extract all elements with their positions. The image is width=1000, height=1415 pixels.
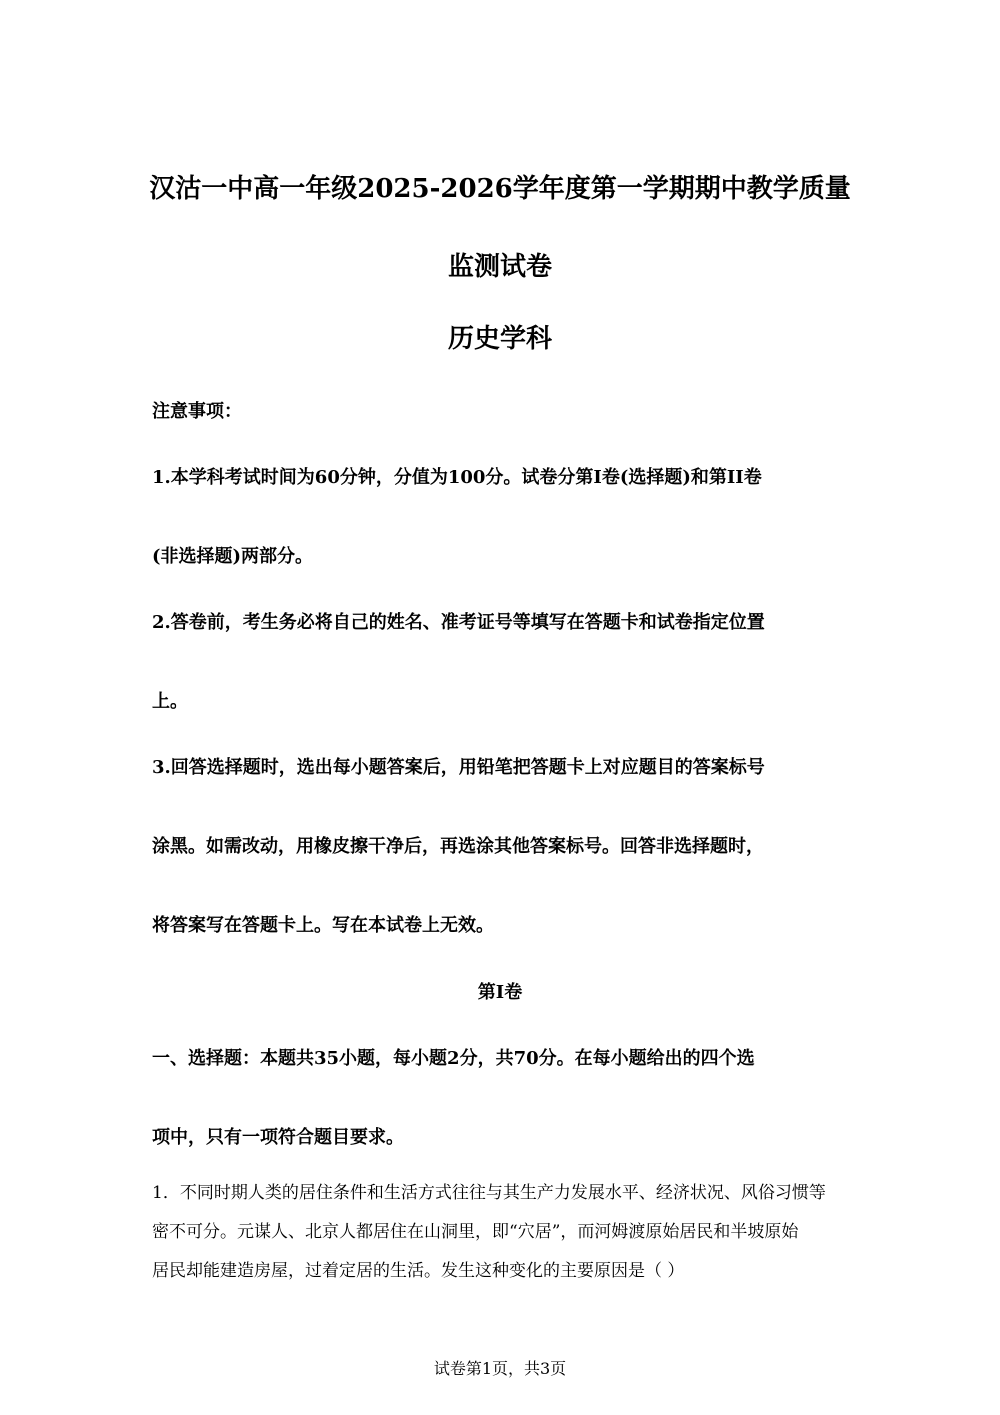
note-line: 将答案写在答题卡上。写在本试卷上无效。 <box>152 915 494 936</box>
note-line: 2.答卷前，考生务必将自己的姓名、准考证号等填写在答题卡和试卷指定位置 <box>152 612 765 633</box>
note-line: 涂黑。如需改动，用橡皮擦干净后，再选涂其他答案标号。回答非选择题时， <box>152 836 764 857</box>
exam-title-line2: 监测试卷 <box>447 252 552 282</box>
page-footer: 试卷第1页，共3页 <box>433 1359 567 1378</box>
question-text-line: 居民却能建造房屋，过着定居的生活。发生这种变化的主要原因是（ ） <box>152 1261 685 1281</box>
subject-title: 历史学科 <box>447 324 552 354</box>
section-instruction-line: 项中，只有一项符合题目要求。 <box>152 1127 404 1148</box>
question-text-line: 密不可分。元谋人、北京人都居住在山洞里，即“穴居”，而河姆渡原始居民和半坡原始 <box>152 1222 799 1242</box>
notes-heading: 注意事项： <box>152 401 242 422</box>
note-line: (非选择题)两部分。 <box>152 546 314 567</box>
section-instruction-line: 一、选择题：本题共35小题，每小题2分，共70分。在每小题给出的四个选 <box>152 1048 755 1069</box>
note-line: 1.本学科考试时间为60分钟，分值为100分。试卷分第I卷(选择题)和第II卷 <box>152 467 762 488</box>
part1-heading: 第I卷 <box>477 982 523 1003</box>
note-line: 3.回答选择题时，选出每小题答案后，用铅笔把答题卡上对应题目的答案标号 <box>152 757 765 778</box>
question-text-line: 1．不同时期人类的居住条件和生活方式往往与其生产力发展水平、经济状况、风俗习惯等 <box>152 1183 826 1203</box>
exam-title-line1: 汉沽一中高一年级2025-2026学年度第一学期期中教学质量 <box>149 174 851 204</box>
note-line: 上。 <box>152 691 188 712</box>
